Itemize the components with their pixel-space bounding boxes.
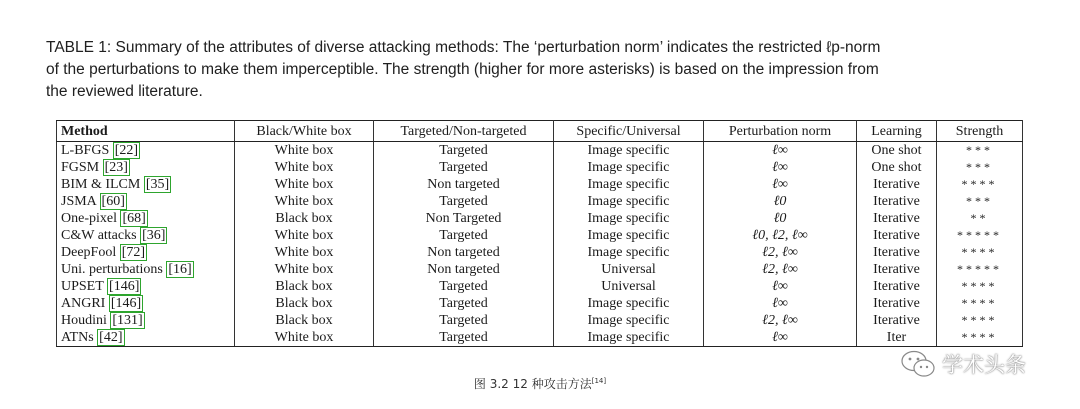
cell-box: Black box xyxy=(235,312,374,329)
header-norm: Perturbation norm xyxy=(704,121,857,142)
cell-learning: Iterative xyxy=(857,312,937,329)
cell-learning: Iterative xyxy=(857,244,937,261)
cell-box: Black box xyxy=(235,295,374,312)
header-target: Targeted/Non-targeted xyxy=(374,121,554,142)
cell-method xyxy=(57,193,235,210)
cell-learning: One shot xyxy=(857,159,937,176)
cell-strength: *** xyxy=(937,159,1023,176)
caption-line-1: TABLE 1: Summary of the attributes of diverse attacking methods: The ‘perturbation norm’ indicates the restricted ℓp-norm xyxy=(46,39,881,56)
figure-caption-text: 图 3.2 12 种攻击方法 xyxy=(473,377,592,391)
table-row xyxy=(57,210,1023,227)
cell-learning: Iter xyxy=(857,329,937,347)
method-name: UPSET xyxy=(61,279,104,294)
attack-methods-table xyxy=(56,120,1023,347)
header-scope: Specific/Universal xyxy=(554,121,704,142)
cell-method xyxy=(57,159,235,176)
cell-box: White box xyxy=(235,176,374,193)
table-row xyxy=(57,142,1023,160)
method-name: C&W attacks xyxy=(61,228,137,243)
method-name: Houdini xyxy=(61,313,107,328)
citation-link[interactable]: [35] xyxy=(145,177,170,192)
cell-norm: ℓ∞ xyxy=(704,176,857,193)
cell-target: Targeted xyxy=(374,159,554,176)
method-name: L-BFGS xyxy=(61,143,110,158)
cell-method xyxy=(57,210,235,227)
cell-method xyxy=(57,227,235,244)
cell-norm: ℓ∞ xyxy=(704,159,857,176)
table-row xyxy=(57,295,1023,312)
cell-norm: ℓ∞ xyxy=(704,278,857,295)
cell-scope: Image specific xyxy=(554,312,704,329)
table-row xyxy=(57,278,1023,295)
cell-strength: **** xyxy=(937,278,1023,295)
cell-method xyxy=(57,261,235,278)
cell-strength: **** xyxy=(937,176,1023,193)
cell-box: White box xyxy=(235,261,374,278)
table-row xyxy=(57,159,1023,176)
cell-scope: Image specific xyxy=(554,295,704,312)
watermark xyxy=(900,344,1070,384)
cell-norm: ℓ0 xyxy=(704,193,857,210)
method-name: ANGRI xyxy=(61,296,106,311)
cell-strength: *** xyxy=(937,193,1023,210)
method-name: JSMA xyxy=(61,194,97,209)
citation-link[interactable]: [72] xyxy=(121,245,146,260)
wechat-icon xyxy=(900,349,936,379)
cell-method xyxy=(57,244,235,261)
cell-box: White box xyxy=(235,227,374,244)
header-method: Method xyxy=(57,121,235,142)
table-row xyxy=(57,176,1023,193)
cell-method xyxy=(57,176,235,193)
cell-learning: Iterative xyxy=(857,227,937,244)
cell-scope: Image specific xyxy=(554,176,704,193)
table-header-row xyxy=(57,121,1023,142)
cell-learning: One shot xyxy=(857,142,937,160)
citation-link[interactable]: [60] xyxy=(101,194,125,209)
cell-box: White box xyxy=(235,244,374,261)
cell-target: Targeted xyxy=(374,295,554,312)
cell-learning: Iterative xyxy=(857,193,937,210)
cell-strength: **** xyxy=(937,329,1023,347)
cell-strength: **** xyxy=(937,244,1023,261)
cell-norm: ℓ2, ℓ∞ xyxy=(704,261,857,278)
cell-norm: ℓ2, ℓ∞ xyxy=(704,244,857,261)
header-box: Black/White box xyxy=(235,121,374,142)
citation-link[interactable]: [16] xyxy=(168,262,192,277)
method-name: BIM & ILCM xyxy=(61,177,141,192)
figure-caption-ref: [14] xyxy=(591,377,607,385)
cell-norm: ℓ∞ xyxy=(704,329,857,347)
citation-link[interactable]: [68] xyxy=(122,211,146,226)
method-name: One-pixel xyxy=(61,211,117,226)
citation-link[interactable]: [131] xyxy=(112,313,143,328)
table-row xyxy=(57,244,1023,261)
watermark-text: 学术头条 xyxy=(942,353,1026,377)
cell-target: Non targeted xyxy=(374,261,554,278)
cell-scope: Image specific xyxy=(554,193,704,210)
cell-scope: Image specific xyxy=(554,142,704,160)
cell-box: White box xyxy=(235,329,374,347)
citation-link[interactable]: [22] xyxy=(114,143,139,158)
cell-target: Targeted xyxy=(374,193,554,210)
table-row xyxy=(57,193,1023,210)
cell-scope: Image specific xyxy=(554,329,704,347)
cell-method xyxy=(57,312,235,329)
cell-scope: Image specific xyxy=(554,244,704,261)
cell-scope: Universal xyxy=(554,278,704,295)
cell-target: Non Targeted xyxy=(374,210,554,227)
attack-methods-table-wrapper xyxy=(56,120,1022,347)
cell-target: Targeted xyxy=(374,278,554,295)
cell-norm: ℓ0, ℓ2, ℓ∞ xyxy=(704,227,857,244)
cell-strength: ** xyxy=(937,210,1023,227)
cell-strength: **** xyxy=(937,295,1023,312)
cell-norm: ℓ∞ xyxy=(704,295,857,312)
cell-target: Non targeted xyxy=(374,244,554,261)
cell-learning: Iterative xyxy=(857,261,937,278)
cell-strength: **** xyxy=(937,312,1023,329)
cell-scope: Image specific xyxy=(554,227,704,244)
cell-target: Non targeted xyxy=(374,176,554,193)
header-strength: Strength xyxy=(937,121,1023,142)
cell-scope: Image specific xyxy=(554,210,704,227)
citation-link[interactable]: [36] xyxy=(142,228,166,243)
citation-link[interactable]: [146] xyxy=(109,279,140,294)
caption-line-3: the reviewed literature. xyxy=(46,83,203,100)
cell-box: White box xyxy=(235,142,374,160)
citation-link[interactable]: [23] xyxy=(104,160,128,175)
cell-strength: *** xyxy=(937,142,1023,160)
cell-method xyxy=(57,329,235,347)
cell-box: White box xyxy=(235,159,374,176)
cell-box: Black box xyxy=(235,210,374,227)
cell-box: Black box xyxy=(235,278,374,295)
cell-learning: Iterative xyxy=(857,278,937,295)
cell-method xyxy=(57,295,235,312)
cell-strength: ***** xyxy=(937,227,1023,244)
cell-scope: Image specific xyxy=(554,159,704,176)
table-row xyxy=(57,329,1023,347)
cell-learning: Iterative xyxy=(857,295,937,312)
cell-method xyxy=(57,278,235,295)
method-name: FGSM xyxy=(61,160,100,175)
cell-strength: ***** xyxy=(937,261,1023,278)
cell-target: Targeted xyxy=(374,227,554,244)
table-row xyxy=(57,261,1023,278)
table-row xyxy=(57,227,1023,244)
caption-line-2: of the perturbations to make them imperceptible. The strength (higher for more asterisks) is based on the impression from xyxy=(46,61,879,78)
cell-target: Targeted xyxy=(374,312,554,329)
cell-box: White box xyxy=(235,193,374,210)
cell-target: Targeted xyxy=(374,142,554,160)
method-name: DeepFool xyxy=(61,245,117,260)
cell-norm: ℓ0 xyxy=(704,210,857,227)
cell-method xyxy=(57,142,235,160)
method-name: ATNs xyxy=(61,330,94,345)
cell-learning: Iterative xyxy=(857,176,937,193)
cell-learning: Iterative xyxy=(857,210,937,227)
method-name: Uni. perturbations xyxy=(61,262,163,277)
citation-link[interactable]: [146] xyxy=(110,296,142,311)
cell-target: Targeted xyxy=(374,329,554,347)
cell-norm: ℓ∞ xyxy=(704,142,857,160)
cell-norm: ℓ2, ℓ∞ xyxy=(704,312,857,329)
table-row xyxy=(57,312,1023,329)
cell-scope: Universal xyxy=(554,261,704,278)
header-learning: Learning xyxy=(857,121,937,142)
citation-link[interactable]: [42] xyxy=(99,330,123,345)
table-caption xyxy=(46,37,1036,103)
